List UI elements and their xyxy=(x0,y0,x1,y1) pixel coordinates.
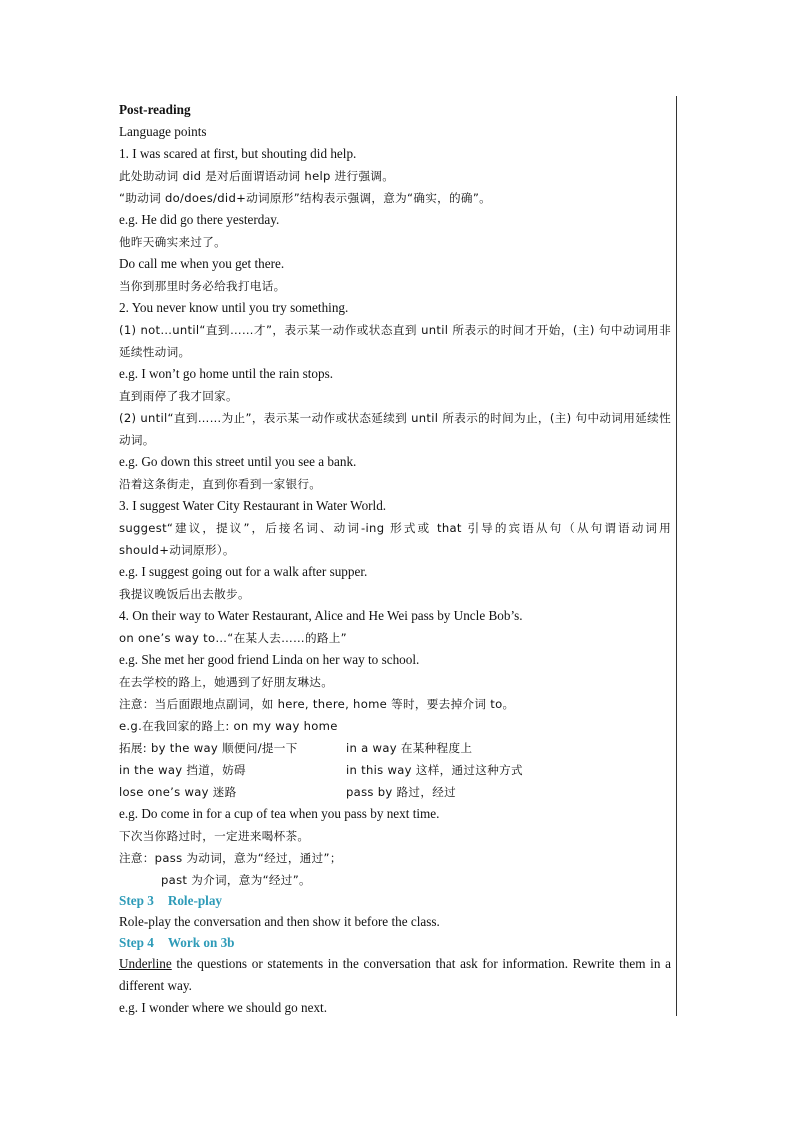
point-3-example-zh: 我提议晚饭后出去散步。 xyxy=(119,587,250,601)
expand-left: in the way 挡道，妨碍 xyxy=(119,763,246,777)
document-body xyxy=(119,99,671,1019)
point-2-sub-2-example-en: e.g. Go down this street until you see a bank. xyxy=(119,454,357,469)
point-2-sub-2-example-zh: 沿着这条街走，直到你看到一家银行。 xyxy=(119,477,322,491)
step-4-heading xyxy=(119,933,671,953)
expand-row xyxy=(119,737,671,759)
expand-right: pass by 路过，经过 xyxy=(346,785,457,799)
point-4-attention: 注意：当后面跟地点副词，如 here, there, home 等时，要去掉介词 to。 xyxy=(119,697,515,711)
point-3-note: suggest“建议，提议”，后接名词、动词-ing 形式或 that 引导的宾语从句（从句谓语动词用 should+动词原形）。 xyxy=(119,521,671,557)
point-1-example-1-en: e.g. He did go there yesterday. xyxy=(119,212,280,227)
point-2-sub-2-note: (2) until“直到……为止”，表示某一动作或状态延续到 until 所表示的时间为止，(主) 句中动词用延续性动词。 xyxy=(119,411,671,447)
table-border-right xyxy=(676,96,677,1016)
step-4-text xyxy=(119,953,671,997)
point-2-sub-1-note: (1) not…until“直到……才”，表示某一动作或状态直到 until 所表示的时间才开始，(主) 句中动词用非延续性动词。 xyxy=(119,323,671,359)
point-2-sentence: 2. You never know until you try something. xyxy=(119,300,349,315)
step-4-label: Step 4 xyxy=(119,935,154,950)
expand-right: in this way 这样，通过这种方式 xyxy=(346,763,523,777)
point-4-example-en: e.g. She met her good friend Linda on her way to school. xyxy=(119,652,420,667)
step-4-title: Work on 3b xyxy=(167,935,235,950)
step-4-example: e.g. I wonder where we should go next. xyxy=(119,1000,328,1015)
underline-word: Underline xyxy=(119,956,172,971)
expand-row xyxy=(119,781,671,803)
expand-right: in a way 在某种程度上 xyxy=(346,741,473,755)
step-3-title: Role-play xyxy=(167,893,223,908)
point-4-example-2-zh: 下次当你路过时，一定进来喝杯茶。 xyxy=(119,829,310,843)
point-2-sub-1-example-en: e.g. I won’t go home until the rain stops. xyxy=(119,366,334,381)
language-points-label: Language points xyxy=(119,124,207,139)
expand-left: 拓展: by the way 顺便问/提一下 xyxy=(119,741,298,755)
point-1-example-1-zh: 他昨天确实来过了。 xyxy=(119,235,227,249)
expand-row xyxy=(119,759,671,781)
point-3-example-en: e.g. I suggest going out for a walk after supper. xyxy=(119,564,368,579)
point-1-sentence: 1. I was scared at first, but shouting did help. xyxy=(119,146,357,161)
step-4-text-rest: the questions or statements in the conversation that ask for information. Rewrite them in a different way. xyxy=(119,956,671,993)
point-4-note-line-1: 注意：pass 为动词，意为“经过，通过”； xyxy=(119,851,342,865)
point-2-sub-1-example-zh: 直到雨停了我才回家。 xyxy=(119,389,238,403)
step-3-heading xyxy=(119,891,671,911)
point-1-example-2-zh: 当你到那里时务必给我打电话。 xyxy=(119,279,286,293)
point-1-note-1: 此处助动词 did 是对后面谓语动词 help 进行强调。 xyxy=(119,169,395,183)
expand-left: lose one’s way 迷路 xyxy=(119,785,237,799)
point-4-example-zh: 在去学校的路上，她遇到了好朋友琳达。 xyxy=(119,675,334,689)
point-4-example-2-en: e.g. Do come in for a cup of tea when you pass by next time. xyxy=(119,806,440,821)
point-4-phrase: on one’s way to…“在某人去……的路上” xyxy=(119,631,347,645)
point-1-example-2-en: Do call me when you get there. xyxy=(119,256,285,271)
point-3-sentence: 3. I suggest Water City Restaurant in Water World. xyxy=(119,498,387,513)
step-3-text: Role-play the conversation and then show it before the class. xyxy=(119,914,440,929)
section-title: Post-reading xyxy=(119,102,191,117)
step-3-label: Step 3 xyxy=(119,893,154,908)
point-1-note-2: “助动词 do/does/did+动词原形”结构表示强调，意为“确实，的确”。 xyxy=(119,191,492,205)
point-4-sentence: 4. On their way to Water Restaurant, Alice and He Wei pass by Uncle Bob’s. xyxy=(119,608,523,623)
point-4-attention-example: e.g.在我回家的路上: on my way home xyxy=(119,719,338,733)
point-4-note-line-2: past 为介词，意为“经过”。 xyxy=(161,873,311,887)
